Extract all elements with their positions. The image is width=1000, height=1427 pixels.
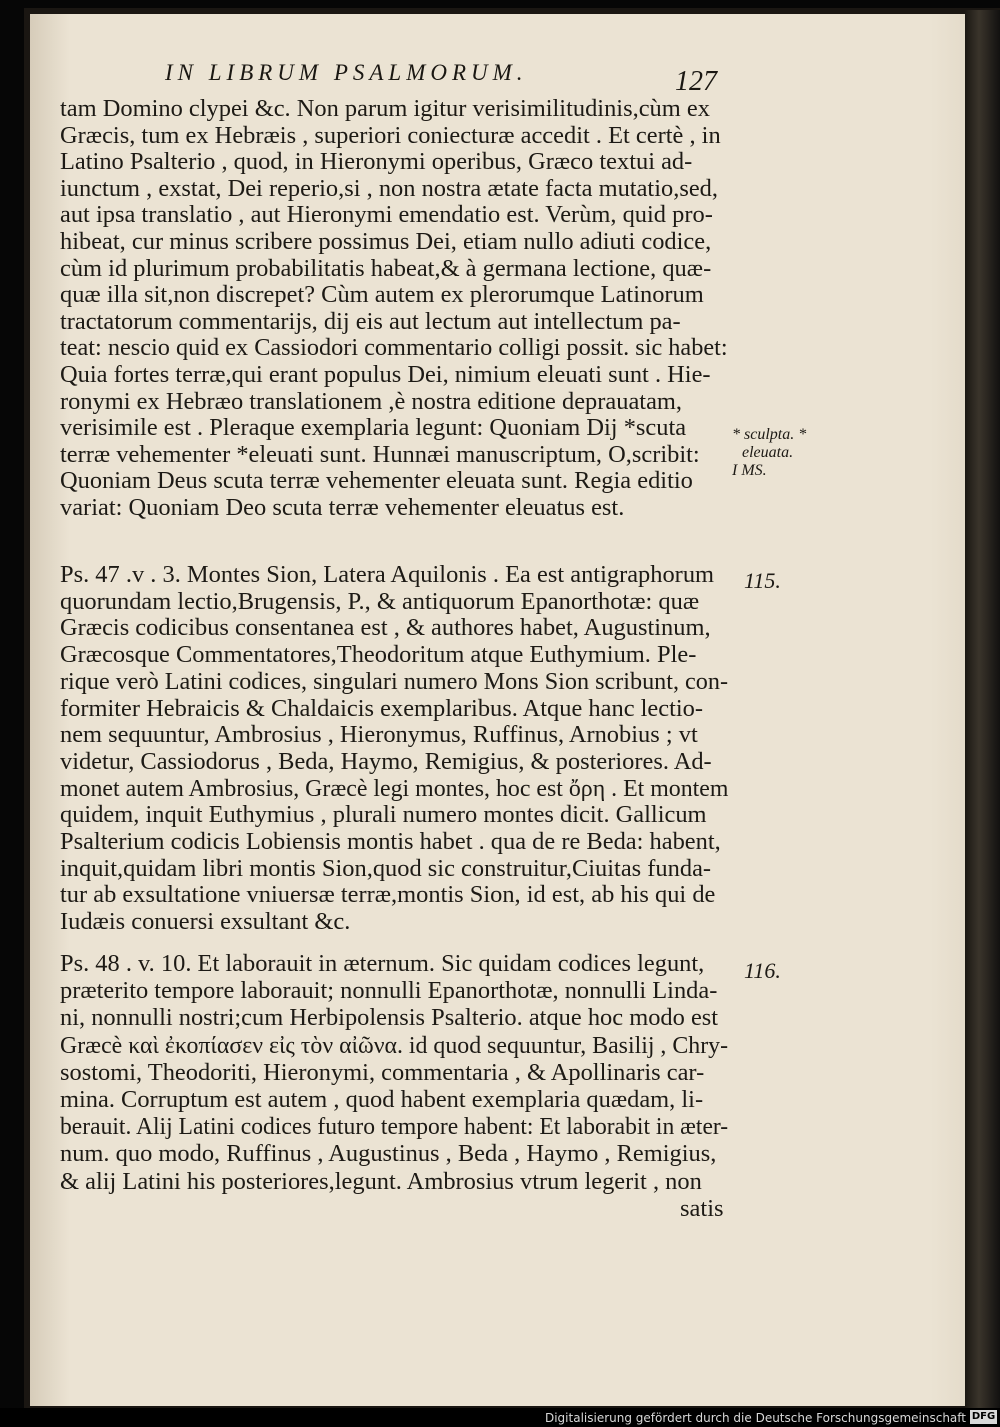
text-line: Græcosque Commentatores,Theodoritum atque Euthymium. Ple-: [60, 641, 697, 669]
text-line: terræ vehementer *eleuati sunt. Hunnæi manuscriptum, O,scribit:: [60, 440, 700, 468]
text-line: ni, nonnulli nostri;cum Herbipolensis Psalterio. atque hoc modo est: [60, 1004, 719, 1032]
text-line: quæ illa sit,non discrepet? Cùm autem ex plerorumque Latinorum: [60, 281, 704, 309]
text-line: cùm id plurimum probabilitatis habeat,& à germana lectione, quæ-: [60, 254, 712, 282]
text-line: hibeat, cur minus scribere possimus Dei, etiam nullo adiuti codice,: [60, 228, 712, 255]
text-line: Græcis codicibus consentanea est , & authores habet, Augustinum,: [60, 614, 711, 642]
text-line: monet autem Ambrosius, Græcè legi montes, hoc est ὄρη . Et montem: [60, 774, 729, 802]
text-line: inquit,quidam libri montis Sion,quod sic construitur,Ciuitas funda-: [60, 854, 712, 882]
text-line: & alij Latini his posteriores,legunt. Ambrosius vtrum legerit , non: [60, 1167, 702, 1195]
text-line: verisimile est . Pleraque exemplaria legunt: Quoniam Dij *scuta: [60, 414, 687, 442]
text-line: variat: Quoniam Deo scuta terræ vehementer eleuatus est.: [60, 494, 625, 521]
text-line: ronymi ex Hebræo translationem ,è nostra editione deprauatam,: [60, 387, 683, 415]
folio-number: 127: [675, 66, 717, 97]
margin-note-sculpta: * sculpta. *: [732, 426, 807, 443]
margin-note-ms: I MS.: [732, 462, 767, 479]
running-head: IN LIBRUM PSALMORUM.: [165, 60, 528, 85]
text-line: iunctum , exstat, Dei reperio,si , non nostra ætate facta mutatio,sed,: [60, 174, 718, 202]
text-line: tur ab exsultatione vniuersæ terræ,montis Sion, id est, ab his qui de: [60, 881, 716, 909]
text-line: Latino Psalterio , quod, in Hieronymi operibus, Græco textui ad-: [60, 148, 693, 176]
text-line: aut ipsa translatio , aut Hieronymi emendatio est. Verùm, quid pro-: [60, 201, 713, 229]
text-line: sostomi, Theodoriti, Hieronymi, commentaria , & Apollinaris car-: [60, 1058, 705, 1086]
text-line: Psalterium codicis Lobiensis montis habet . qua de re Beda: habent,: [60, 828, 721, 855]
text-line: Iudæis conuersi exsultant &c.: [60, 908, 351, 936]
text-line: Græcè καὶ ἐκοπίασεν εἰς τὸν αἰῶνα. id quod sequuntur, Basilij , Chry-: [60, 1031, 729, 1059]
footer-credit: Digitalisierung gefördert durch die Deutsche Forschungsgemeinschaft: [544, 1411, 966, 1425]
dfg-logo: DFG: [971, 1411, 996, 1422]
margin-number-115: 115.: [744, 568, 781, 593]
text-line: berauit. Alij Latini codices futuro tempore habent: Et laborabit in æter-: [60, 1113, 729, 1141]
text-line: Ps. 48 . v. 10. Et laborauit in æternum. Sic quidam codices legunt,: [60, 950, 705, 977]
text-line: Quoniam Deus scuta terræ vehementer eleuata sunt. Regia editio: [60, 467, 693, 495]
text-line: nem sequuntur, Ambrosius , Hieronymus, Ruffinus, Arnobius ; vt: [60, 721, 698, 749]
text-line: satis: [680, 1194, 724, 1222]
text-line: mina. Corruptum est autem , quod habent exemplaria quædam, li-: [60, 1086, 704, 1113]
text-line: tractatorum commentarijs, dij eis aut lectum aut intellectum pa-: [60, 307, 681, 335]
margin-number-116: 116.: [744, 958, 781, 983]
text-line: rique verò Latini codices, singulari numero Mons Sion scribunt, con-: [60, 667, 729, 695]
text-line: tam Domino clypei &c. Non parum igitur verisimilitudinis,cùm ex: [60, 95, 710, 122]
text-line: teat: nescio quid ex Cassiodori commentario colligi possit. sic habet:: [60, 334, 728, 362]
text-line: videtur, Cassiodorus , Beda, Haymo, Remigius, & posteriores. Ad-: [60, 747, 712, 775]
text-line: formiter Hebraicis & Chaldaicis exemplaribus. Atque hanc lectio-: [60, 694, 704, 722]
text-line: Quia fortes terræ,qui erant populus Dei, nimium eleuati sunt . Hie-: [60, 361, 711, 388]
text-line: Ps. 47 .v . 3. Montes Sion, Latera Aquilonis . Ea est antigraphorum: [60, 561, 715, 588]
margin-note-eleuata: eleuata.: [742, 444, 794, 461]
text-line: præterito tempore laborauit; nonnulli Epanorthotæ, nonnulli Linda-: [60, 977, 718, 1005]
text-line: num. quo modo, Ruffinus , Augustinus , Beda , Haymo , Remigius,: [60, 1140, 717, 1168]
text-line: Græcis, tum ex Hebræis , superiori coniecturæ accedit . Et certè , in: [60, 121, 721, 149]
text-line: quorundam lectio,Brugensis, P., & antiquorum Epanorthotæ: quæ: [60, 587, 700, 615]
text-line: quidem, inquit Euthymius , plurali numero montes dicit. Gallicum: [60, 801, 707, 829]
